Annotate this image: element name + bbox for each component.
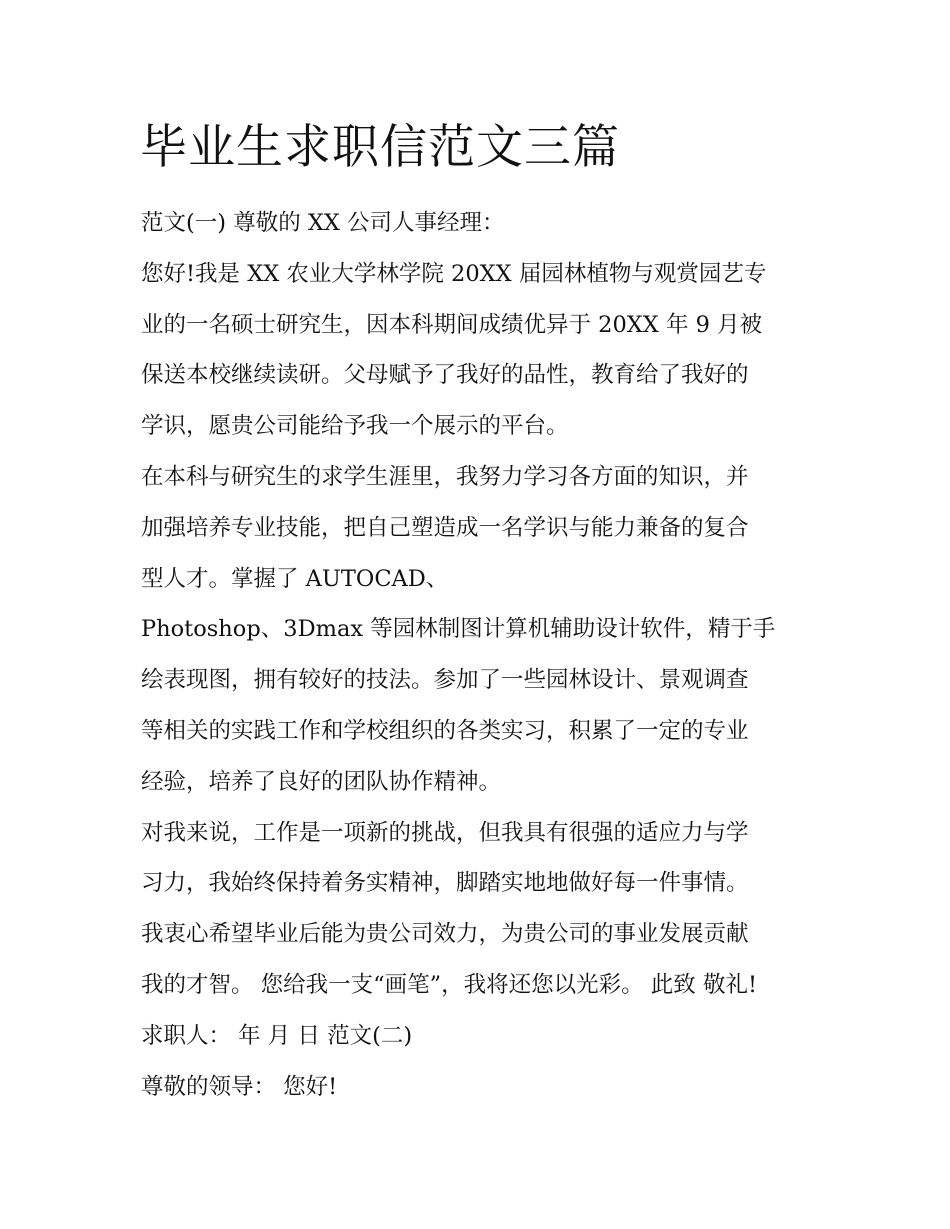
- text-line: 型人才。掌握了 AUTOCAD、: [141, 565, 449, 592]
- document-body: [141, 198, 821, 1112]
- text-line: 范文(一) 尊敬的 XX 公司人事经理：: [141, 210, 505, 236]
- text-line: 学识，愿贵公司能给予我一个展示的平台。: [141, 413, 569, 440]
- text-line: 经验，培养了良好的团队协作精神。: [141, 768, 502, 795]
- document-title: 毕业生求职信范文三篇: [140, 120, 620, 175]
- text-line: 我的才智。 您给我一支“画笔”，我将还您以光彩。 此致 敬礼!: [141, 971, 758, 998]
- text-line: 在本科与研究生的求学生涯里，我努力学习各方面的知识，并: [141, 463, 749, 490]
- text-line: 习力，我始终保持着务实精神，脚踏实地地做好每一件事情。: [141, 870, 749, 897]
- text-line: Photoshop、3Dmax 等园林制图计算机辅助设计软件，精于手: [141, 616, 776, 643]
- text-line: 对我来说，工作是一项新的挑战，但我具有很强的适应力与学: [141, 819, 749, 846]
- text-line: 我衷心希望毕业后能为贵公司效力，为贵公司的事业发展贡献: [141, 921, 749, 948]
- text-line: 等相关的实践工作和学校组织的各类实习，积累了一定的专业: [141, 717, 749, 744]
- text-line: 保送本校继续读研。父母赋予了我好的品性，教育给了我好的: [141, 362, 749, 389]
- text-line: 加强培养专业技能，把自己塑造成一名学识与能力兼备的复合: [141, 514, 749, 541]
- text-line: 求职人： 年 月 日 范文(二): [141, 1022, 413, 1049]
- text-line: 业的一名硕士研究生，因本科期间成绩优异于 20XX 年 9 月被: [141, 311, 763, 338]
- text-line: 绘表现图，拥有较好的技法。参加了一些园林设计、景观调查: [141, 667, 749, 694]
- text-line: 尊敬的领导： 您好!: [141, 1073, 338, 1100]
- text-line: 您好!我是 XX 农业大学林学院 20XX 届园林植物与观赏园艺专: [141, 260, 767, 287]
